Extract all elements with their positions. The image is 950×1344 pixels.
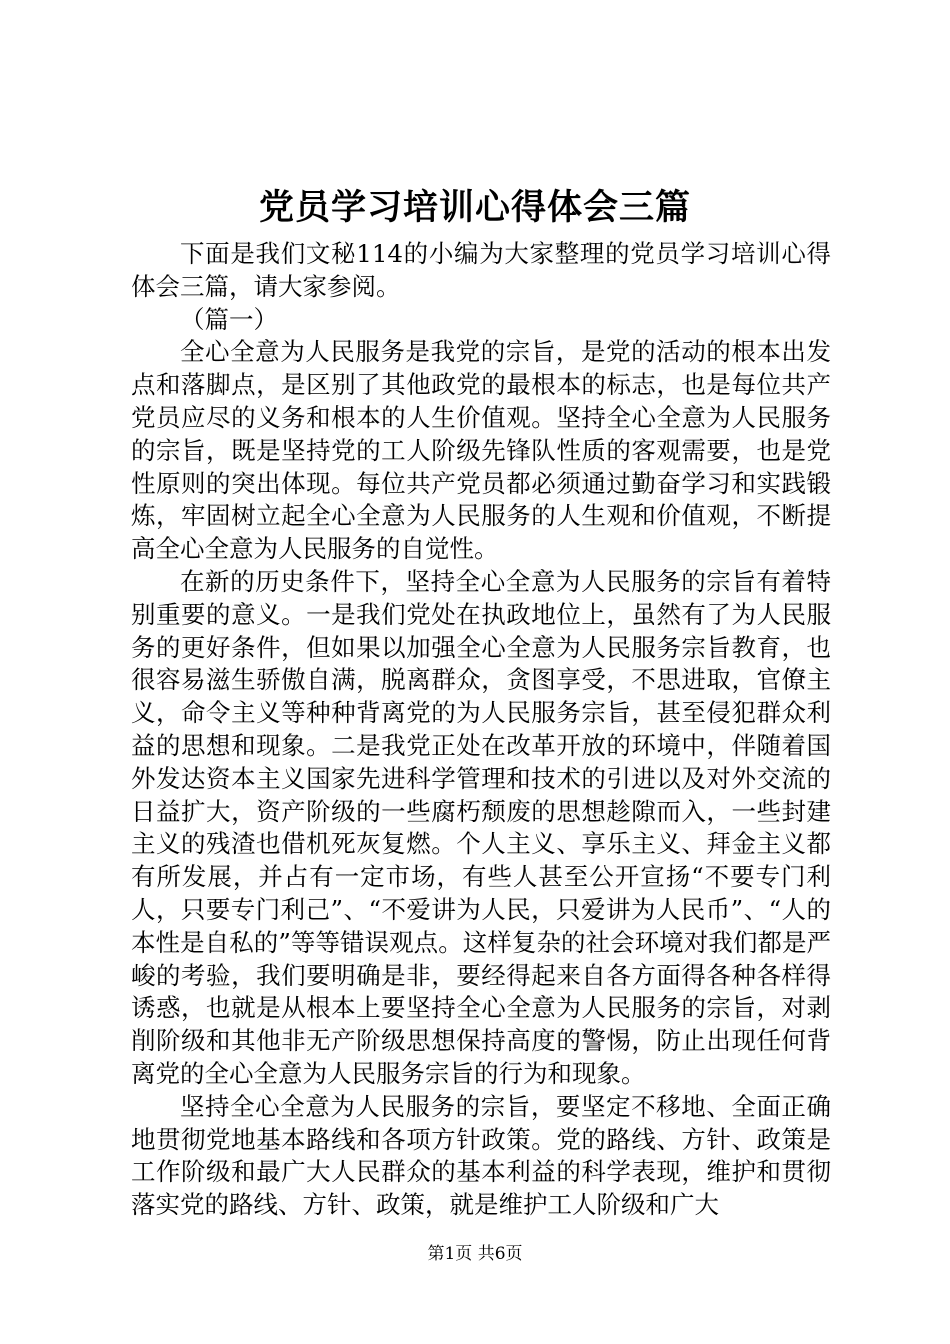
- document-title: 党员学习培训心得体会三篇: [258, 187, 691, 228]
- body-paragraph: 坚持全心全意为人民服务的宗旨，要坚定不移地、全面正确地贯彻党地基本路线和各项方针政策。党的路线、方针、政策是工作阶级和最广大人民群众的基本利益的科学表现，维护和贯彻落实党的路线、方针、政策，就是维护工人阶级和广大: [131, 1091, 831, 1220]
- body-paragraph: 全心全意为人民服务是我党的宗旨，是党的活动的根本出发点和落脚点，是区别了其他政党的最根本的标志，也是每位共产党员应尽的义务和根本的人生价值观。坚持全心全意为人民服务的宗旨，既是坚持党的工人阶级先锋队性质的客观需要，也是党性原则的突出体现。每位共产党员都必须通过勤奋学习和实践锻炼，牢固树立起全心全意为人民服务的人生观和价值观，不断提高全心全意为人民服务的自觉性。: [131, 337, 831, 564]
- document-body: [131, 238, 831, 1222]
- page-footer: 第1页 共6页: [427, 1244, 523, 1264]
- intro-paragraph: 下面是我们文秘114的小编为大家整理的党员学习培训心得体会三篇，请大家参阅。: [131, 239, 831, 301]
- body-paragraph: 在新的历史条件下，坚持全心全意为人民服务的宗旨有着特别重要的意义。一是我们党处在执政地位上，虽然有了为人民服务的更好条件，但如果以加强全心全意为人民服务宗旨教育，也很容易滋生骄傲自满，脱离群众，贪图享受，不思进取，官僚主义，命令主义等种种背离党的为人民服务宗旨，甚至侵犯群众利益的思想和现象。二是我党正处在改革开放的环境中，伴随着国外发达资本主义国家先进科学管理和技术的引进以及对外交流的日益扩大，资产阶级的一些腐朽颓废的思想趁隙而入，一些封建主义的残渣也借机死灰复燃。个人主义、享乐主义、拜金主义都有所发展，并占有一定市场，有些人甚至公开宣扬“不要专门利人，只要专门利己”、“不爱讲为人民，只爱讲为人民币”、“人的本性是自私的”等等错误观点。这样复杂的社会环境对我们都是严峻的考验，我们要明确是非，要经得起来自各方面得各种各样得诱惑，也就是从根本上要坚持全心全意为人民服务的宗旨，对剥削阶级和其他非无产阶级思想保持高度的警惕，防止出现任何背离党的全心全意为人民服务宗旨的行为和现象。: [131, 566, 831, 1088]
- section-heading: （篇一）: [180, 304, 278, 334]
